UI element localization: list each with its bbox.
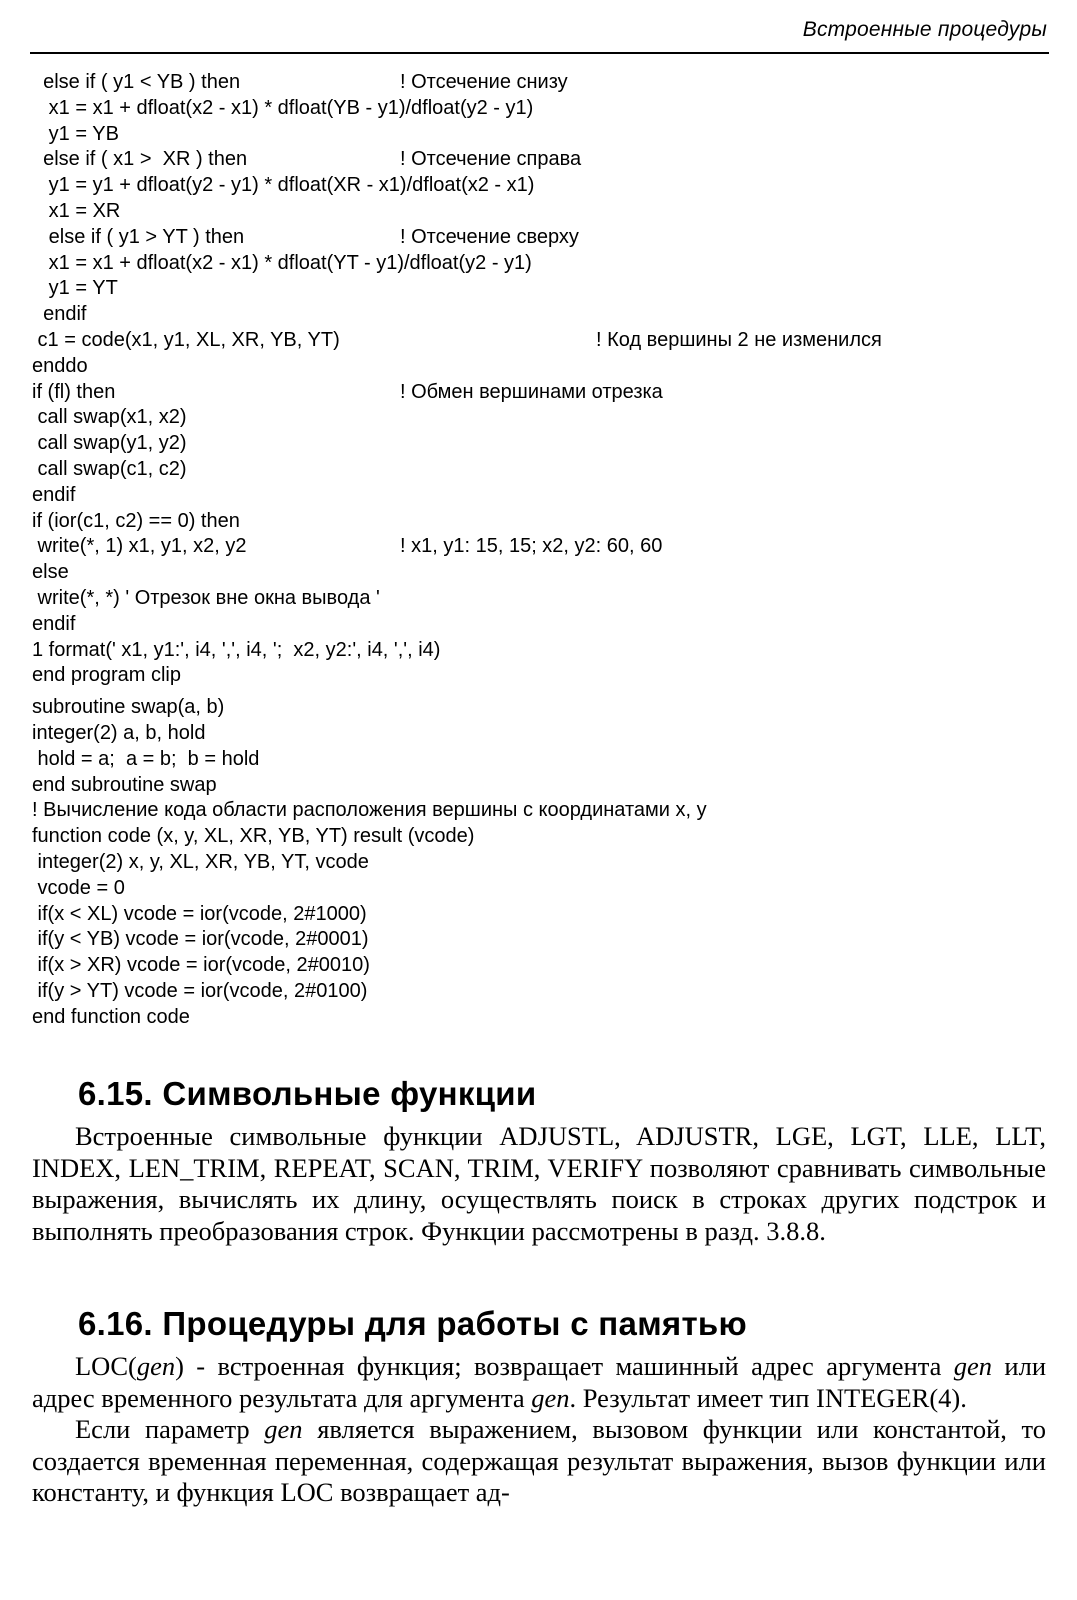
code-comment: ! Отсечение справа xyxy=(400,148,582,171)
code-line xyxy=(32,824,1052,850)
paragraph: Встроенные символьные функции ADJUSTL, ADJUSTR, LGE, LGT, LLE, LLT, INDEX, LEN_TRIM, REPEAT, SCAN, TRIM, VERIFY позволяют сравнивать символьные выражения, вычислять их длину, осуществлять поиск в строках других подстрок и выполнять преобразования строк. Функции рассмотрены в разд. 3.8.8. xyxy=(32,1121,1046,1246)
section-heading: 6.15. Символьные функции xyxy=(78,1075,537,1112)
code-text: if (ior(c1, c2) == 0) then xyxy=(32,509,240,532)
code-line xyxy=(32,405,1052,431)
code-line xyxy=(32,276,1052,302)
code-text: end program clip xyxy=(32,664,181,687)
code-text: call swap(y1, y2) xyxy=(32,432,187,455)
code-line xyxy=(32,902,1052,928)
code-text: else if ( x1 > XR ) then xyxy=(32,148,248,171)
code-line xyxy=(32,979,1052,1005)
code-line xyxy=(32,328,1052,354)
code-comment: ! Отсечение сверху xyxy=(400,225,579,248)
code-text: end function code xyxy=(32,1005,190,1028)
code-line xyxy=(32,586,1052,612)
code-line xyxy=(32,560,1052,586)
code-text: x1 = x1 + dfloat(x2 - x1) * dfloat(YB - y1)/dfloat(y2 - y1) xyxy=(32,96,534,119)
code-comment: ! Обмен вершинами отрезка xyxy=(400,380,663,403)
section-6-15 xyxy=(32,1072,1046,1247)
code-line xyxy=(32,302,1052,328)
code-line xyxy=(32,747,1052,773)
code-line xyxy=(32,457,1052,483)
code-text: y1 = y1 + dfloat(y2 - y1) * dfloat(XR - x1)/dfloat(x2 - x1) xyxy=(32,174,535,197)
code-text: if (fl) then xyxy=(32,380,116,403)
argument-name: gen xyxy=(953,1351,993,1381)
code-text: integer(2) x, y, XL, XR, YB, YT, vcode xyxy=(32,850,369,873)
paragraph: Если параметр gen является выражением, вызовом функции или константой, то создается временная переменная, содержащая результат выражения, вызов функции или константу, и функция LOC возвращает ад- xyxy=(32,1414,1046,1507)
code-line xyxy=(32,70,1052,96)
code-text: vcode = 0 xyxy=(32,876,125,899)
running-head: Встроенные процедуры xyxy=(802,18,1047,41)
code-text: else if ( y1 < YB ) then xyxy=(32,71,241,93)
code-text: hold = a; a = b; b = hold xyxy=(32,747,260,770)
code-text: endif xyxy=(32,612,76,635)
argument-name: gen xyxy=(136,1351,176,1381)
code-comment: ! Отсечение снизу xyxy=(400,71,568,93)
code-text: function code (x, y, XL, XR, YB, YT) result (vcode) xyxy=(32,825,475,848)
code-line xyxy=(32,354,1052,380)
code-text: call swap(c1, c2) xyxy=(32,457,187,480)
code-text: if(y < YB) vcode = ior(vcode, 2#0001) xyxy=(32,928,369,951)
code-text: if(x < XL) vcode = ior(vcode, 2#1000) xyxy=(32,902,367,925)
code-line xyxy=(32,251,1052,277)
code-text: y1 = YT xyxy=(32,277,118,300)
code-text: subroutine swap(a, b) xyxy=(32,696,225,719)
code-text: ! Вычисление кода области расположения вершины с координатами x, y xyxy=(32,799,707,822)
code-line xyxy=(32,431,1052,457)
paragraph: LOC(gen) - встроенная функция; возвращает машинный адрес аргумента gen или адрес временного результата для аргумента gen. Результат имеет тип INTEGER(4). xyxy=(32,1351,1046,1413)
code-text: if(x > XR) vcode = ior(vcode, 2#0010) xyxy=(32,954,370,977)
code-line xyxy=(32,612,1052,638)
code-line xyxy=(32,638,1052,664)
code-text: end subroutine swap xyxy=(32,773,217,796)
code-text: if(y > YT) vcode = ior(vcode, 2#0100) xyxy=(32,979,368,1002)
code-line xyxy=(32,96,1052,122)
code-text: write(*, *) ' Отрезок вне окна вывода ' xyxy=(32,586,380,609)
code-text: x1 = XR xyxy=(32,199,121,222)
code-line xyxy=(32,663,1052,689)
code-text: else xyxy=(32,561,69,584)
code-text: c1 = code(x1, y1, XL, XR, YB, YT) xyxy=(32,328,340,351)
code-line xyxy=(32,122,1052,148)
code-line xyxy=(32,225,1052,251)
code-line xyxy=(32,147,1052,173)
argument-name: gen xyxy=(264,1414,303,1444)
code-comment: ! Код вершины 2 не изменился xyxy=(596,328,882,351)
section-heading: 6.16. Процедуры для работы с памятью xyxy=(78,1305,747,1342)
code-text: enddo xyxy=(32,354,88,377)
code-listing xyxy=(32,70,1052,1030)
code-text: write(*, 1) x1, y1, x2, y2 xyxy=(32,535,247,558)
code-line xyxy=(32,509,1052,535)
section-6-16 xyxy=(32,1302,1046,1509)
code-text: call swap(x1, x2) xyxy=(32,406,187,429)
code-line xyxy=(32,695,1052,721)
code-text: else if ( y1 > YT ) then xyxy=(32,225,245,248)
code-line xyxy=(32,773,1052,799)
code-line xyxy=(32,483,1052,509)
code-text: 1 format(' x1, y1:', i4, ',', i4, '; x2, y2:', i4, ',', i4) xyxy=(32,638,441,661)
code-line xyxy=(32,721,1052,747)
code-line xyxy=(32,876,1052,902)
code-line xyxy=(32,380,1052,406)
code-text: integer(2) a, b, hold xyxy=(32,721,206,744)
code-line xyxy=(32,199,1052,225)
code-line xyxy=(32,927,1052,953)
code-comment: ! x1, y1: 15, 15; x2, y2: 60, 60 xyxy=(400,535,663,558)
code-line xyxy=(32,798,1052,824)
argument-name: gen xyxy=(531,1382,570,1413)
code-line xyxy=(32,173,1052,199)
code-text: x1 = x1 + dfloat(x2 - x1) * dfloat(YT - y1)/dfloat(y2 - y1) xyxy=(32,251,532,274)
code-text: endif xyxy=(32,303,87,326)
code-text: y1 = YB xyxy=(32,122,119,145)
code-line xyxy=(32,850,1052,876)
code-line xyxy=(32,953,1052,979)
header-rule xyxy=(30,52,1049,54)
code-text: endif xyxy=(32,483,76,506)
code-line xyxy=(32,534,1052,560)
code-line xyxy=(32,1005,1052,1031)
